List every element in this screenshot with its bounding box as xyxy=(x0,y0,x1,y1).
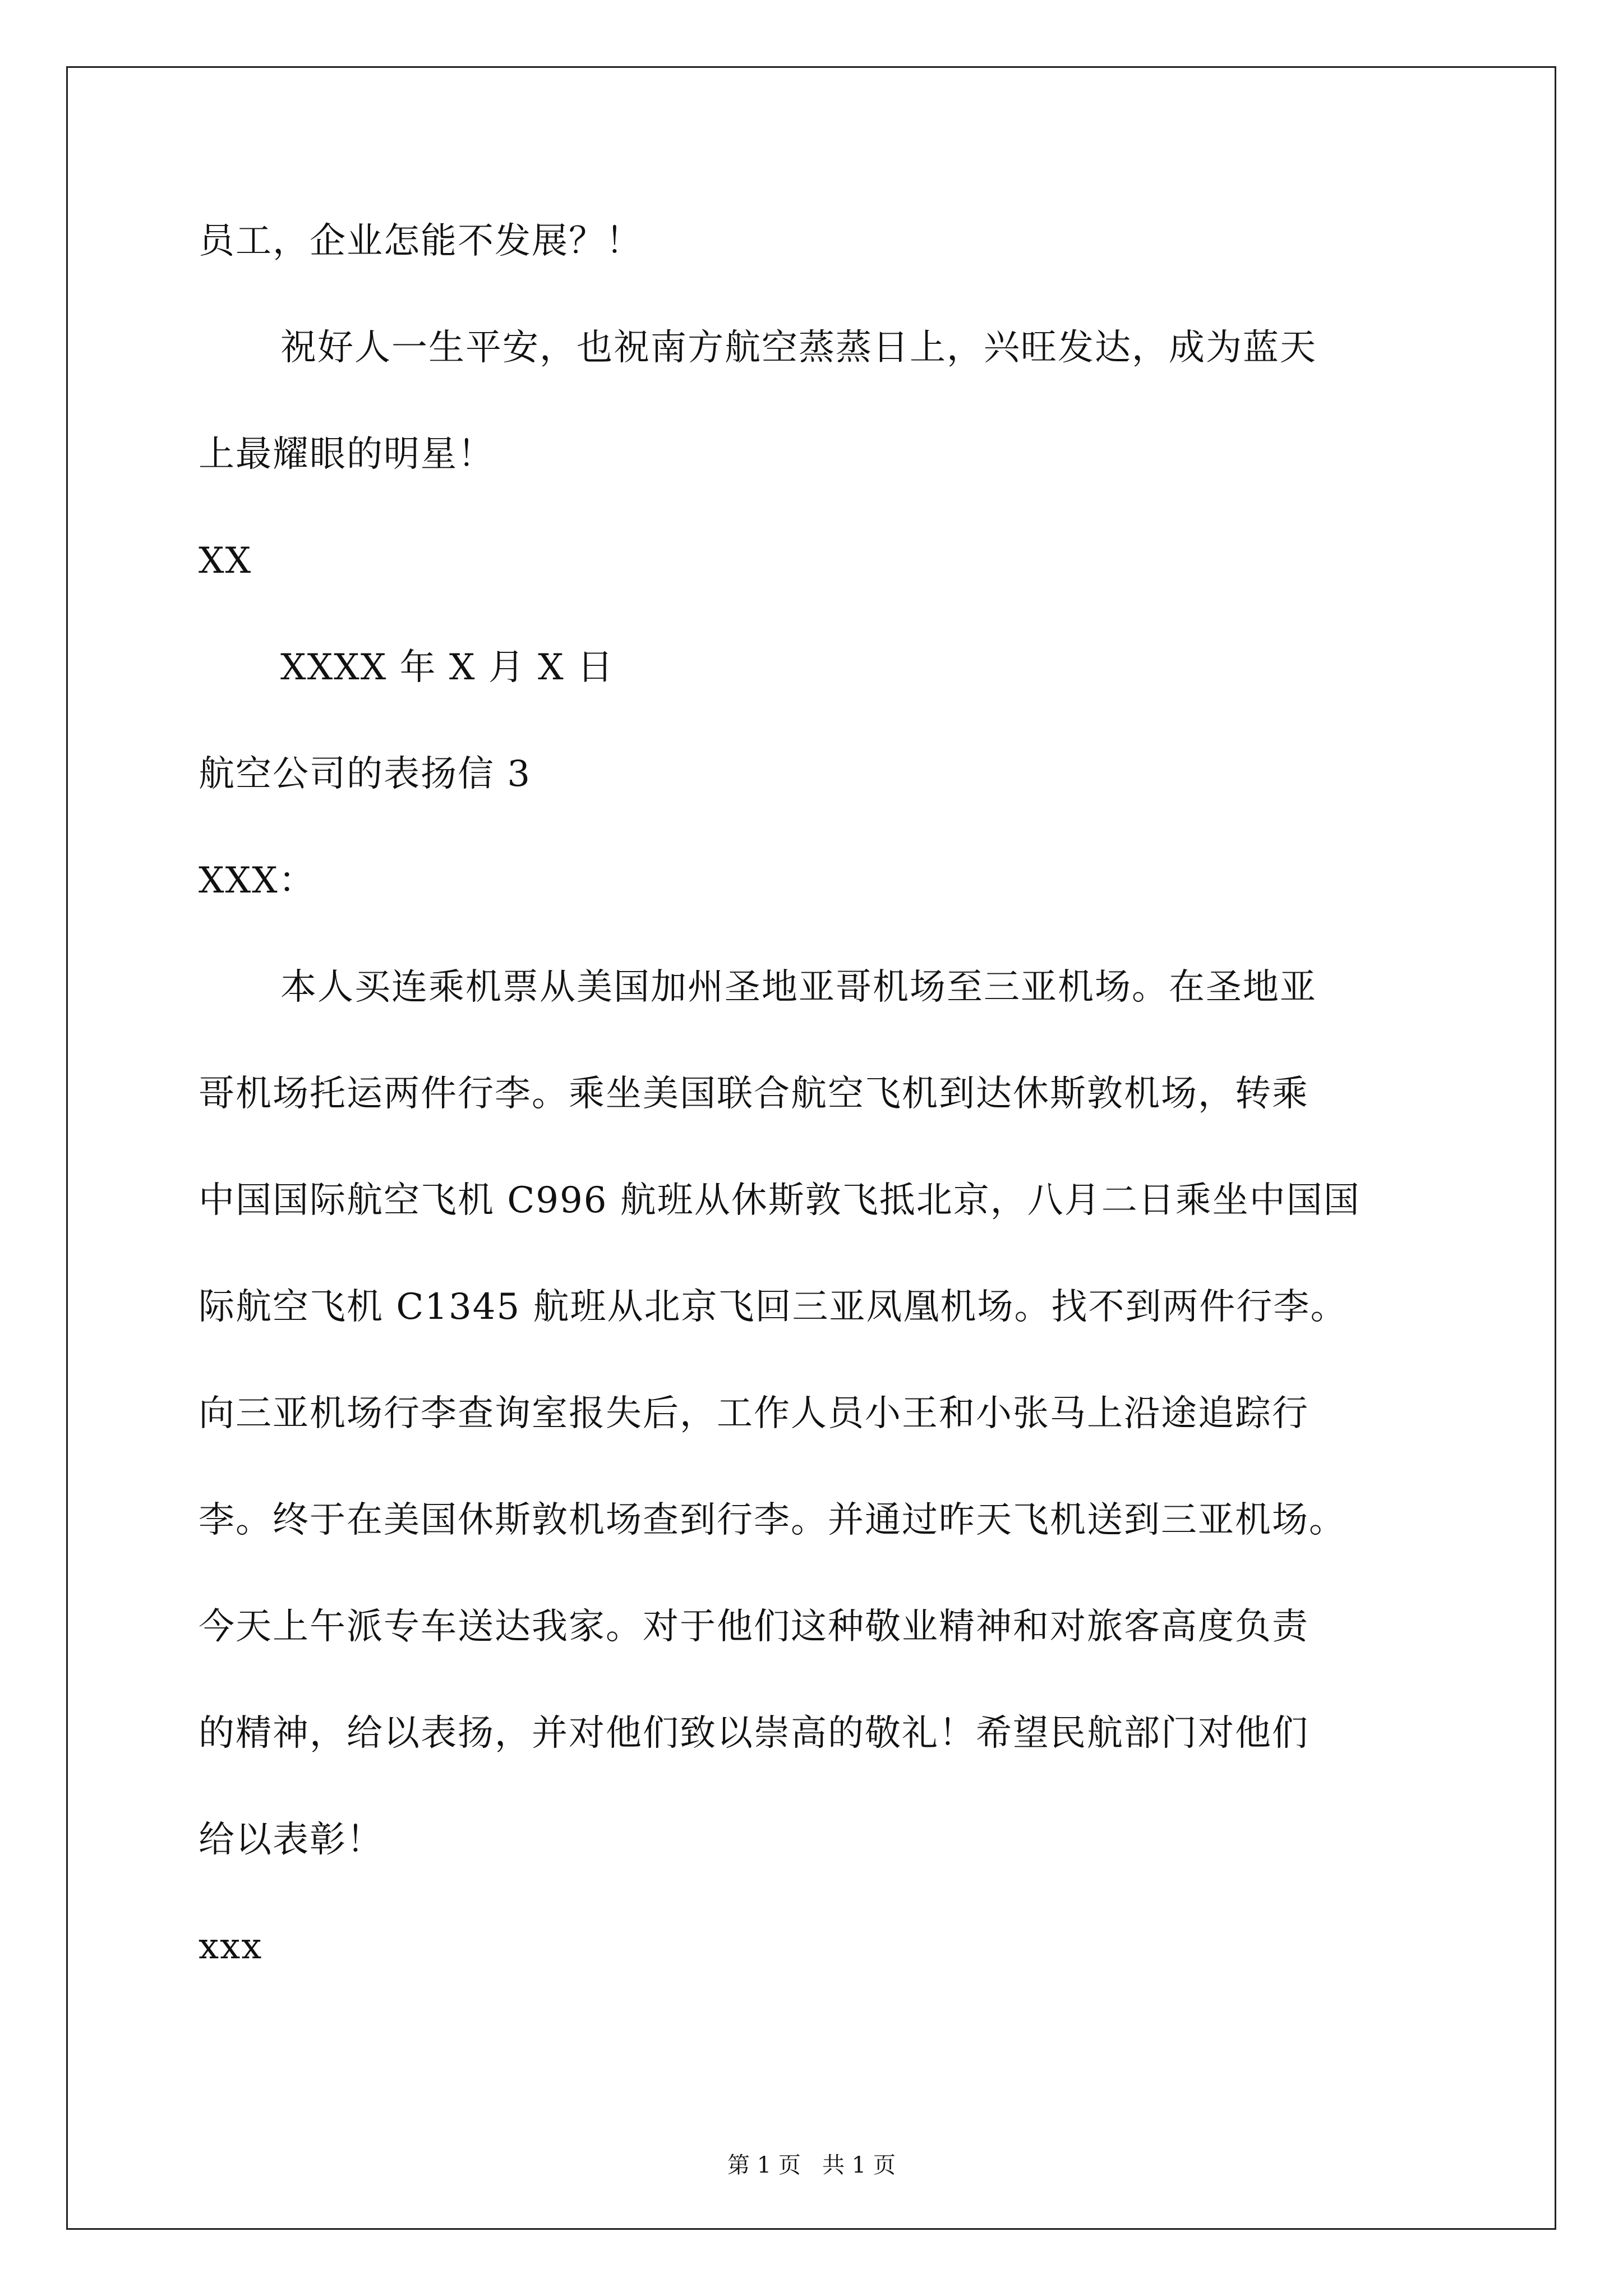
text-line: 员工，企业怎能不发展？！ xyxy=(199,220,643,262)
salutation: XXX： xyxy=(199,860,316,901)
text-line: 向三亚机场行李查询室报失后，工作人员小王和小张马上沿途追踪行 xyxy=(199,1393,1309,1434)
text-line: 的精神，给以表扬，并对他们致以崇高的敬礼！希望民航部门对他们 xyxy=(199,1713,1309,1754)
text-line: 给以表彰！ xyxy=(199,1819,384,1861)
text-line: 哥机场托运两件行李。乘坐美国联合航空飞机到达休斯敦机场，转乘 xyxy=(199,1073,1309,1115)
letter-title: 航空公司的表扬信 3 xyxy=(199,753,532,795)
text-line: 李。终于在美国休斯敦机场查到行李。并通过昨天飞机送到三亚机场。 xyxy=(199,1499,1346,1541)
signature-date: XXXX 年 X 月 X 日 xyxy=(280,647,615,688)
page-number-footer: 第 1 页 共 1 页 xyxy=(727,2152,896,2178)
text-line: 上最耀眼的明星！ xyxy=(199,434,495,475)
text-line: 中国国际航空飞机 C996 航班从休斯敦飞抵北京，八月二日乘坐中国国 xyxy=(199,1180,1361,1221)
signature-name: xxx xyxy=(199,1926,263,1967)
text-line: 本人买连乘机票从美国加州圣地亚哥机场至三亚机场。在圣地亚 xyxy=(280,967,1317,1008)
signature-name: XX xyxy=(199,540,252,582)
text-line: 今天上午派专车送达我家。对于他们这种敬业精神和对旅客高度负责 xyxy=(199,1606,1309,1648)
text-line: 祝好人一生平安，也祝南方航空蒸蒸日上，兴旺发达，成为蓝天 xyxy=(280,327,1317,369)
text-line: 际航空飞机 C1345 航班从北京飞回三亚凤凰机场。找不到两件行李。 xyxy=(199,1286,1348,1328)
